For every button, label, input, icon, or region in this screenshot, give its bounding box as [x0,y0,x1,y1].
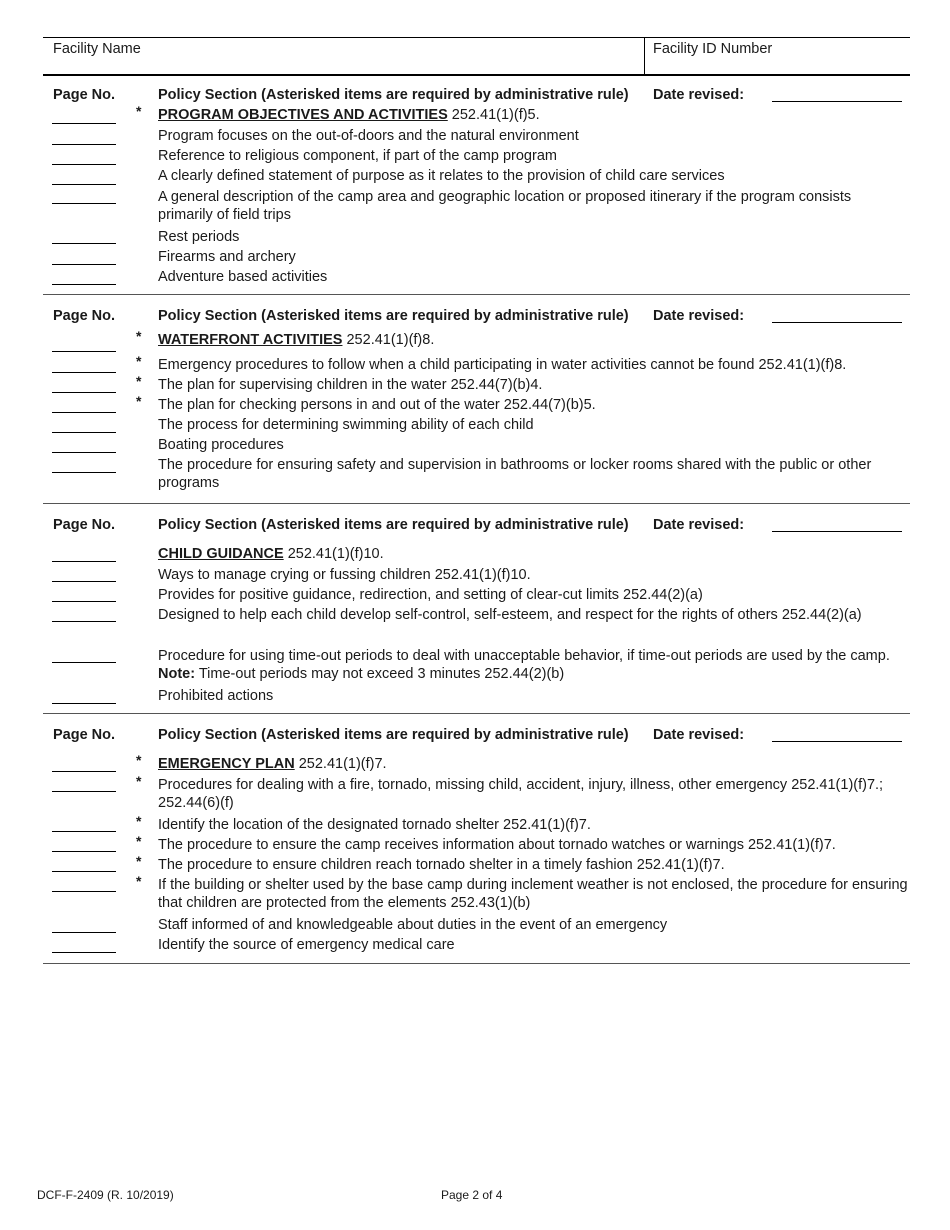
section-header [43,726,910,746]
policy-section-label: Policy Section (Asterisked items are required by administrative rule) [158,727,629,743]
item-text: Identify the location of the designated tornado shelter 252.41(1)(f)7. [158,817,591,833]
date-revised-field[interactable] [772,101,902,102]
facility-id-label: Facility ID Number [653,41,773,57]
item-text: A general description of the camp area and geographic location or proposed itinerary if the program consists primarily of field trips [158,189,852,223]
page-no-field[interactable] [52,472,116,473]
page-no-field[interactable] [52,164,116,165]
section-title-ref: 252.41(1)(f)10. [283,546,384,562]
section-title-ref: 252.41(1)(f)5. [447,107,540,123]
page-no-field[interactable] [52,561,116,562]
item-text: Procedures for dealing with a fire, tornado, missing child, accident, injury, illness, other emergency 252.41(1)(f)7.; 252.44(6)(f) [158,777,884,811]
section-title: PROGRAM OBJECTIVES AND ACTIVITIES [158,107,448,123]
section-header [43,86,910,106]
page-no-field[interactable] [52,831,116,832]
page-no-field[interactable] [52,851,116,852]
page-no-field[interactable] [52,123,116,124]
item-text: Emergency procedures to follow when a child participating in water activities cannot be found 252.41(1)(f)8. [158,357,847,373]
date-revised-field[interactable] [772,741,902,742]
page-no-field[interactable] [52,284,116,285]
note-text: Time-out periods may not exceed 3 minutes 252.44(2)(b) [195,666,565,682]
page-no-field[interactable] [52,264,116,265]
section-title: CHILD GUIDANCE [158,546,284,562]
header-divider [644,38,645,74]
required-asterisk: * [136,773,142,789]
section-waterfront-activities [43,295,910,504]
required-asterisk: * [136,373,142,389]
required-asterisk: * [136,328,142,344]
date-revised-label: Date revised: [653,727,745,743]
page-no-label: Page No. [53,517,116,533]
page-no-field[interactable] [52,871,116,872]
page-no-field[interactable] [52,144,116,145]
section-title-ref: 252.41(1)(f)8. [342,332,435,348]
item-text: The procedure to ensure the camp receives information about tornado watches or warnings 252.41(1)(f)7. [158,837,836,853]
item-text: The plan for checking persons in and out of the water 252.44(7)(b)5. [158,397,596,413]
item-text: The procedure to ensure children reach tornado shelter in a timely fashion 252.41(1)(f)7. [158,857,725,873]
section-program-objectives [43,74,910,295]
page-no-field[interactable] [52,203,116,204]
item-text: Ways to manage crying or fussing children 252.41(1)(f)10. [158,567,531,583]
page-no-field[interactable] [52,932,116,933]
page-no-field[interactable] [52,601,116,602]
section-title: WATERFRONT ACTIVITIES [158,332,343,348]
item-text: Provides for positive guidance, redirection, and setting of clear-cut limits 252.44(2)(a) [158,587,703,603]
item-text: Rest periods [158,229,240,245]
policy-section-label: Policy Section (Asterisked items are required by administrative rule) [158,517,629,533]
page-no-field[interactable] [52,412,116,413]
page-no-field[interactable] [52,703,116,704]
page-no-field[interactable] [52,771,116,772]
page-no-label: Page No. [53,87,116,103]
section-header [43,516,910,536]
page-no-field[interactable] [52,351,116,352]
required-asterisk: * [136,752,142,768]
section-title: EMERGENCY PLAN [158,756,295,772]
required-asterisk: * [136,103,142,119]
page-number: Page 2 of 4 [441,1188,503,1202]
note-label: Note: [158,666,196,682]
page-no-field[interactable] [52,243,116,244]
section-header [43,307,910,327]
section-title-ref: 252.41(1)(f)7. [294,756,387,772]
facility-name-label: Facility Name [53,41,141,57]
page-no-label: Page No. [53,308,116,324]
item-text: A clearly defined statement of purpose as it relates to the provision of child care services [158,168,725,184]
required-asterisk: * [136,833,142,849]
page-no-field[interactable] [52,392,116,393]
form-number: DCF-F-2409 (R. 10/2019) [37,1188,174,1202]
page-no-field[interactable] [52,372,116,373]
page-no-label: Page No. [53,727,116,743]
item-text: Prohibited actions [158,688,274,704]
item-text: Designed to help each child develop self-control, self-esteem, and respect for the rights of others 252.44(2)(a) [158,607,862,623]
required-asterisk: * [136,813,142,829]
facility-header [43,37,910,76]
page-no-field[interactable] [52,952,116,953]
item-text: Firearms and archery [158,249,296,265]
policy-section-label: Policy Section (Asterisked items are required by administrative rule) [158,308,629,324]
date-revised-label: Date revised: [653,308,745,324]
item-text: Boating procedures [158,437,284,453]
date-revised-field[interactable] [772,531,902,532]
section-emergency-plan [43,714,910,964]
item-text: Identify the source of emergency medical care [158,937,455,953]
page-no-field[interactable] [52,581,116,582]
item-text: The plan for supervising children in the water 252.44(7)(b)4. [158,377,543,393]
required-asterisk: * [136,353,142,369]
required-asterisk: * [136,873,142,889]
page-no-field[interactable] [52,184,116,185]
date-revised-field[interactable] [772,322,902,323]
page-no-field[interactable] [52,791,116,792]
date-revised-label: Date revised: [653,87,745,103]
item-text: Program focuses on the out-of-doors and the natural environment [158,128,579,144]
item-text: Adventure based activities [158,269,328,285]
page-no-field[interactable] [52,891,116,892]
item-text: Reference to religious component, if part of the camp program [158,148,557,164]
section-child-guidance [43,504,910,714]
item-text: If the building or shelter used by the base camp during inclement weather is not enclosed, the procedure for ensuring that children are protected from the elements 252.43(1)(b) [158,877,908,911]
required-asterisk: * [136,393,142,409]
required-asterisk: * [136,853,142,869]
item-text: Procedure for using time-out periods to deal with unacceptable behavior, if time-out periods are used by the camp. [158,648,890,664]
page-no-field[interactable] [52,662,116,663]
item-text: The process for determining swimming ability of each child [158,417,534,433]
item-text: The procedure for ensuring safety and supervision in bathrooms or locker rooms shared with the public or other programs [158,457,872,491]
page-no-field[interactable] [52,452,116,453]
date-revised-label: Date revised: [653,517,745,533]
page-no-field[interactable] [52,432,116,433]
policy-section-label: Policy Section (Asterisked items are required by administrative rule) [158,87,629,103]
item-text: Staff informed of and knowledgeable about duties in the event of an emergency [158,917,668,933]
page-no-field[interactable] [52,621,116,622]
